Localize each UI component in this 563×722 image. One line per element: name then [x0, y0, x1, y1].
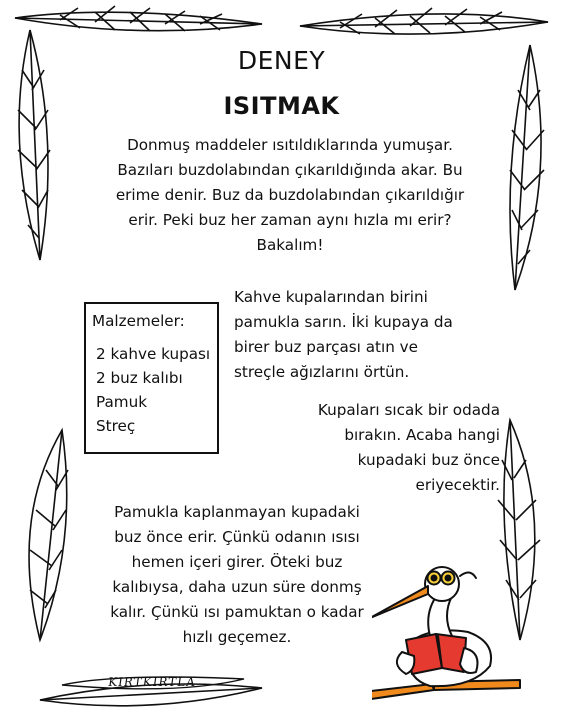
list-item: Pamuk	[96, 393, 147, 411]
intro-line: Bakalım!	[256, 236, 324, 254]
step-two-line: eriyecektir.	[415, 476, 500, 494]
list-item: 2 buz kalıbı	[96, 369, 183, 387]
step-two-line: Kupaları sıcak bir odada	[317, 401, 500, 419]
list-item: 2 kahve kupası	[96, 345, 211, 363]
page-title: ISITMAK	[223, 92, 340, 120]
materials-title: Malzemeler:	[92, 312, 185, 330]
stork-reading-book-icon	[372, 556, 522, 706]
materials-box	[84, 302, 219, 454]
step-one-line: birer buz parçası atın ve	[234, 338, 418, 356]
feather-top-left-icon	[15, 6, 262, 31]
step-two-paragraph	[255, 398, 500, 498]
step-one-line: Kahve kupalarından birini	[234, 288, 428, 306]
result-line: buz önce erir. Çünkü odanın ısısı	[114, 528, 360, 546]
logo-text: KIRTKIRTLA	[107, 675, 197, 689]
step-one-paragraph	[234, 285, 484, 385]
list-item: Streç	[96, 417, 136, 435]
intro-paragraph	[80, 133, 500, 258]
result-line: Pamukla kaplanmayan kupadaki	[114, 503, 360, 521]
result-paragraph	[78, 500, 396, 650]
feather-right-upper-icon	[510, 45, 544, 290]
result-line: hemen içeri girer. Öteki buz	[131, 553, 343, 571]
materials-list	[96, 342, 210, 438]
stork-leg-left	[372, 684, 434, 700]
feather-top-right-icon	[300, 8, 548, 34]
step-one-line: pamukla sarın. İki kupaya da	[234, 313, 453, 331]
result-line: kalıbıysa, daha uzun süre donmş	[112, 578, 362, 596]
feather-left-lower-icon	[29, 430, 68, 640]
result-line: hızlı geçemez.	[182, 628, 292, 646]
step-one-line: streçle ağızlarını örtün.	[234, 363, 410, 381]
result-line: kalır. Çünkü ısı pamuktan o kadar	[110, 603, 364, 621]
intro-line: Bazıları buzdolabından çıkarıldığında akar. Bu	[117, 161, 463, 179]
stork-beak	[372, 586, 428, 618]
intro-line: erir. Peki buz her zaman aynı hızla mı erir?	[128, 211, 452, 229]
intro-line: erime denir. Buz da buzdolabından çıkarıldığır	[115, 186, 465, 204]
experiment-label: DENEY	[237, 46, 326, 75]
step-two-line: kupadaki buz önce	[357, 451, 500, 469]
step-two-line: bırakın. Acaba hangi	[344, 426, 500, 444]
intro-line: Donmuş maddeler ısıtıldıklarında yumuşar.	[127, 136, 453, 154]
